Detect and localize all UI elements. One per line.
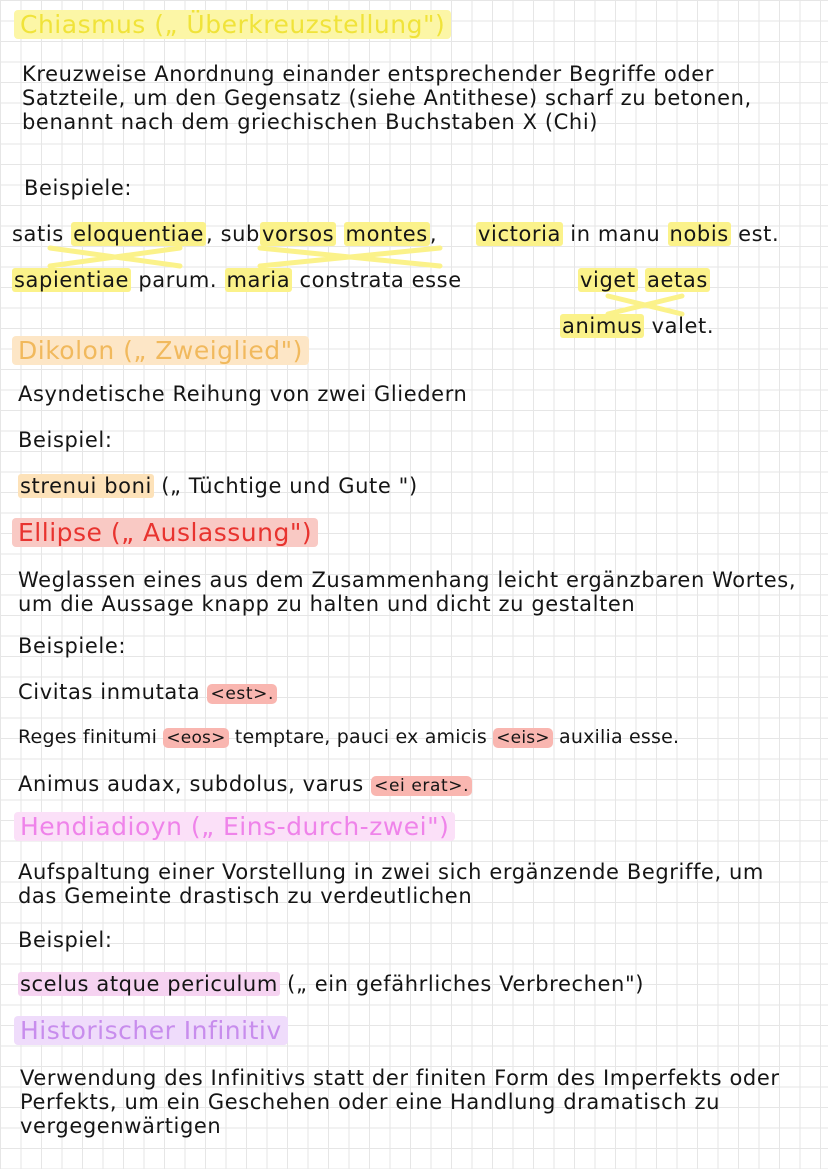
chiasmus-cross-3-icon bbox=[600, 292, 690, 318]
ellipse-example-1: Civitas inmutata <est>. bbox=[18, 680, 277, 704]
dikolon-definition: Asyndetische Reihung von zwei Gliedern bbox=[18, 382, 468, 406]
ellipse-example-3: Animus audax, subdolus, varus <ei erat>. bbox=[18, 772, 472, 796]
chiasmus-example-1: satis eloquentiae, subvorsos montes, bbox=[12, 222, 438, 246]
hendiadyoin-definition: Aufspaltung einer Vorstellung in zwei sich ergänzende Begriffe, um das Gemeinte drastisch zu verdeutlichen bbox=[18, 860, 764, 908]
ellipse-heading: Ellipse („ Auslassung") bbox=[12, 518, 318, 547]
chiasmus-example-1b: victoria in manu nobis est. bbox=[478, 222, 780, 246]
chiasmus-heading: Chiasmus („ Überkreuzstellung") bbox=[14, 10, 451, 39]
chiasmus-examples-label: Beispiele: bbox=[24, 176, 133, 200]
ellipse-examples-label: Beispiele: bbox=[18, 634, 127, 658]
chiasmus-example-4: animus valet. bbox=[562, 314, 715, 338]
ellipse-example-2: Reges finitumi <eos> temptare, pauci ex amicis <eis> auxilia esse. bbox=[18, 726, 680, 748]
ellipse-definition: Weglassen eines aus dem Zusammenhang leicht ergänzbaren Wortes, um die Aussage knapp zu halten und dicht zu gestalten bbox=[18, 568, 797, 616]
hendiadyoin-heading: Hendiadioyn („ Eins-durch-zwei") bbox=[14, 812, 455, 841]
chiasmus-example-3: viget aetas bbox=[580, 268, 708, 292]
chiasmus-cross-1-icon bbox=[40, 244, 190, 270]
dikolon-example-label: Beispiel: bbox=[18, 428, 113, 452]
chiasmus-example-2: sapientiae parum. maria constrata esse bbox=[14, 268, 462, 292]
hendiadyoin-example: scelus atque periculum („ ein gefährliches Verbrechen") bbox=[20, 972, 645, 996]
chiasmus-definition: Kreuzweise Anordnung einander entsprechender Begriffe oder Satzteile, um den Gegensatz (siehe Antithese) scharf zu betonen, benannt nach dem griechischen Buchstaben X (Chi) bbox=[22, 62, 752, 134]
dikolon-heading: Dikolon („ Zweiglied") bbox=[12, 336, 309, 365]
chiasmus-cross-2-icon bbox=[250, 244, 450, 270]
dikolon-example: strenui boni („ Tüchtige und Gute ") bbox=[20, 474, 418, 498]
hendiadyoin-example-label: Beispiel: bbox=[18, 928, 113, 952]
historisch-heading: Historischer Infinitiv bbox=[14, 1016, 288, 1045]
historisch-definition: Verwendung des Infinitivs statt der finiten Form des Imperfekts oder Perfekts, um ein Geschehen oder eine Handlung dramatisch zu vergegenwärtigen bbox=[20, 1066, 780, 1138]
